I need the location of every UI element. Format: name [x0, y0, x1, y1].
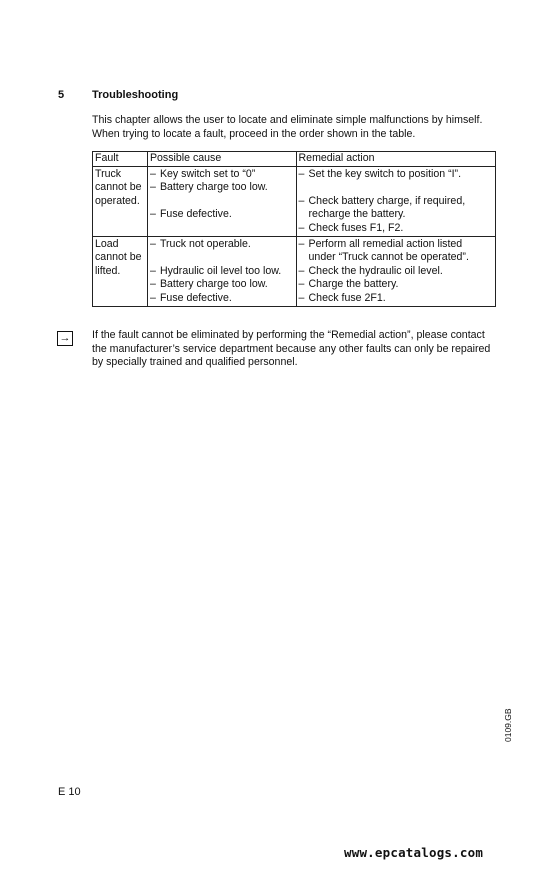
intro-paragraph: This chapter allows the user to locate and eliminate simple malfunctions by himself. When trying to locate a fault, proceed in the order shown in the table. [92, 114, 483, 140]
table-row [93, 167, 496, 237]
list-item: – Key switch set to “0” [149, 168, 256, 180]
section-number: 5 [58, 89, 65, 101]
list-item: – Fuse defective. [149, 291, 232, 304]
troubleshooting-table [92, 151, 496, 307]
list-item: – Truck not operable. [149, 238, 251, 251]
action-cell [296, 237, 495, 307]
list-item: – Hydraulic oil level too low. [149, 264, 282, 277]
fault-cell: Load cannot be lifted. [93, 237, 148, 307]
document-code: 0109.GB [503, 708, 513, 742]
list-item: – Check fuses F1, F2. [298, 221, 404, 234]
page-number: E 10 [58, 786, 81, 798]
arrow-right-icon: → [57, 331, 73, 346]
list-item: – Perform all remedial action listed under “Truck cannot be operated”. [298, 238, 469, 264]
cause-cell [147, 167, 296, 237]
list-item: – Check battery charge, if required, recharge the battery. [298, 194, 466, 221]
watermark: www.epcatalogs.com [344, 845, 484, 860]
cause-cell [147, 237, 296, 307]
header-remedial-action: Remedial action [296, 152, 495, 167]
note-text: If the fault cannot be eliminated by performing the “Remedial action”, please contact the manufacturer’s service department because any other faults can only be repaired by specially trained and qualified personnel. [92, 329, 491, 368]
list-item: – Set the key switch to position “I”. [298, 168, 462, 180]
table-row [93, 237, 496, 307]
fault-cell: Truck cannot be operated. [93, 167, 148, 237]
list-item: – Check the hydraulic oil level. [298, 264, 443, 277]
table-header-row [93, 152, 496, 167]
list-item: – Charge the battery. [298, 278, 399, 291]
section-title: Troubleshooting [92, 89, 179, 101]
list-item: – Fuse defective. [149, 208, 232, 221]
list-item: – Check fuse 2F1. [298, 291, 386, 304]
list-item: – Battery charge too low. [149, 278, 268, 291]
header-possible-cause: Possible cause [147, 152, 296, 167]
list-item: – Battery charge too low. [149, 181, 268, 194]
header-fault: Fault [93, 152, 148, 167]
action-cell [296, 167, 495, 237]
